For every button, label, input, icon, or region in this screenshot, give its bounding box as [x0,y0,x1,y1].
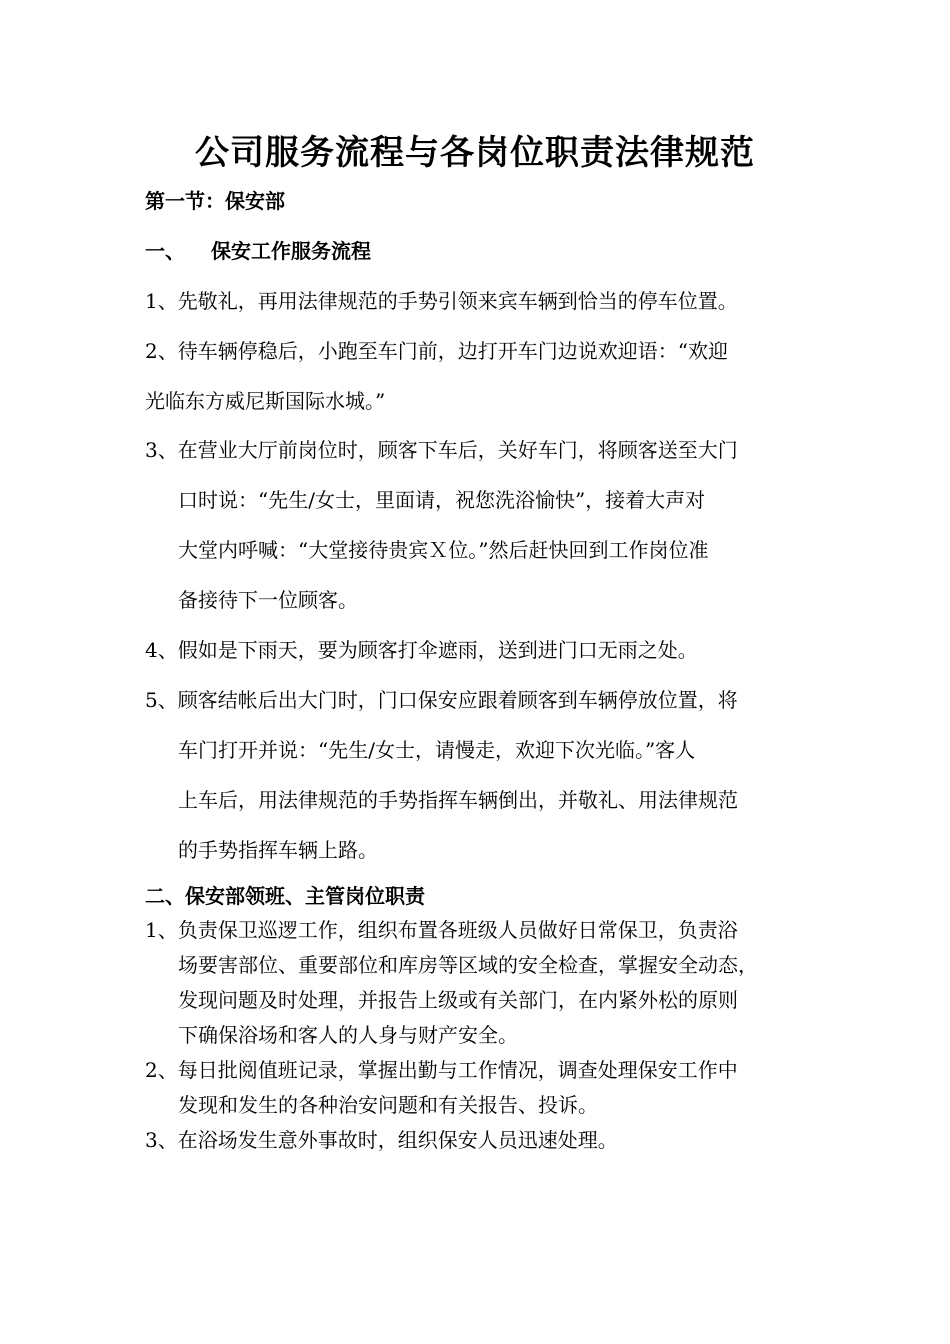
text-line: 备接待下一位顾客。 [178,588,358,612]
text-line: 4、假如是下雨天，要为顾客打伞遮雨，送到进门口无雨之处。 [145,638,698,662]
part2-heading: 二、保安部领班、主管岗位职责 [145,884,425,908]
text-line: 2、每日批阅值班记录，掌握出勤与工作情况，调查处理保安工作中 [145,1058,738,1082]
text-line: 车门打开并说：“先生/女士，请慢走，欢迎下次光临。”客人 [178,738,696,762]
document-title: 公司服务流程与各岗位职责法律规范 [195,133,755,173]
part2-item-3 [145,1123,810,1158]
text-line: 2、待车辆停稳后，小跑至车门前，边打开车门边说欢迎语：“欢迎 [145,339,728,363]
part1-heading-number: 一、 [145,239,185,263]
text-line: 发现问题及时处理，并报告上级或有关部门，在内紧外松的原则 [178,988,738,1012]
part2-item-2 [145,1053,810,1123]
part1-item-1 [145,276,810,326]
text-line: 1、先敬礼，再用法律规范的手势引领来宾车辆到恰当的停车位置。 [145,289,738,313]
text-line: 3、在营业大厅前岗位时，顾客下车后，关好车门，将顾客送至大门 [145,438,738,462]
section-heading: 第一节：保安部 [145,189,285,213]
part1-heading-text: 保安工作服务流程 [211,239,371,263]
part1-item-3 [145,425,810,625]
text-line: 大堂内呼喊：“大堂接待贵宾Ｘ位。”然后赶快回到工作岗位准 [178,538,709,562]
text-line: 发现和发生的各种治安问题和有关报告、投诉。 [178,1093,598,1117]
text-line: 光临东方威尼斯国际水城。” [145,389,386,413]
text-line: 上车后，用法律规范的手势指挥车辆倒出，并敬礼、用法律规范 [178,788,738,812]
text-line: 3、在浴场发生意外事故时，组织保安人员迅速处理。 [145,1128,618,1152]
part1-item-5 [145,675,810,875]
part1-item-4 [145,625,810,675]
text-line: 口时说：“先生/女士，里面请，祝您洗浴愉快”，接着大声对 [178,488,706,512]
text-line: 下确保浴场和客人的人身与财产安全。 [178,1023,518,1047]
text-line: 场要害部位、重要部位和库房等区域的安全检查，掌握安全动态， [178,953,758,977]
text-line: 1、负责保卫巡逻工作，组织布置各班级人员做好日常保卫，负责浴 [145,918,738,942]
text-line: 5、顾客结帐后出大门时，门口保安应跟着顾客到车辆停放位置，将 [145,688,738,712]
text-line: 的手势指挥车辆上路。 [178,838,378,862]
part2-item-1 [145,913,810,1053]
part1-heading [145,237,371,265]
part1-item-2 [145,326,810,426]
